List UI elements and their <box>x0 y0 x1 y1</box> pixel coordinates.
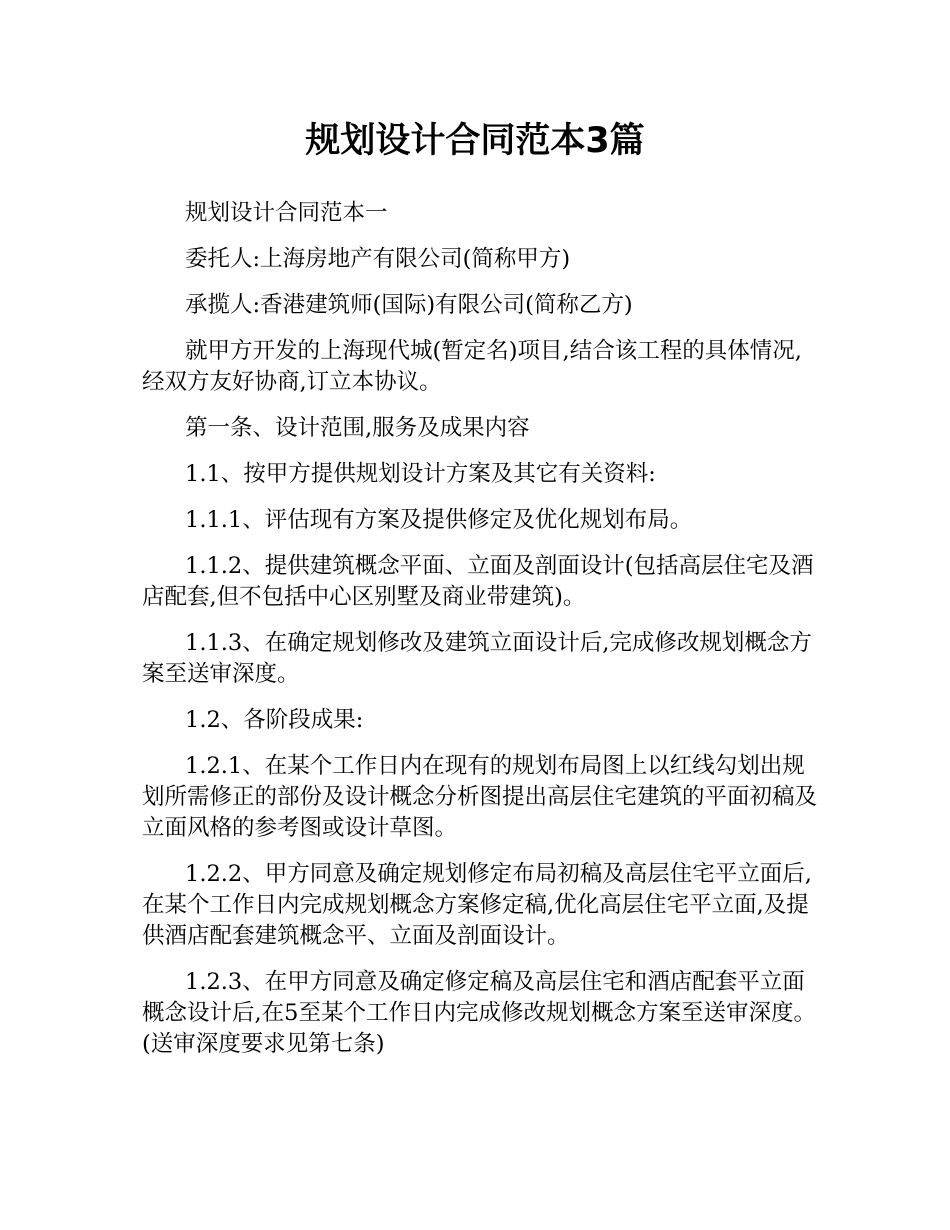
paragraph-client: 委托人:上海房地产有限公司(简称甲方) <box>185 246 571 272</box>
document-body <box>142 198 817 1075</box>
paragraph-clause-1-2: 1.2、各阶段成果: <box>185 707 364 733</box>
paragraph-clause-1-1-2: 1.1.2、提供建筑概念平面、立面及剖面设计(包括高层住宅及酒店配套,但不包括中心区别墅及商业带建筑)。 <box>142 553 814 610</box>
paragraph-clause-1-2-1: 1.2.1、在某个工作日内在现有的规划布局图上以红线勾划出规划所需修正的部份及设计概念分析图提出高层住宅建筑的平面初稿及立面风格的参考图或设计草图。 <box>142 753 818 841</box>
paragraph-clause-1-2-2: 1.2.2、甲方同意及确定规划修定布局初稿及高层住宅平立面后,在某个工作日内完成规划概念方案修定稿,优化高层住宅平立面,及提供酒店配套建筑概念平、立面及剖面设计。 <box>142 861 812 949</box>
paragraph-preamble: 就甲方开发的上海现代城(暂定名)项目,结合该工程的具体情况,经双方友好协商,订立本协议。 <box>142 338 802 395</box>
paragraph-contractor: 承揽人:香港建筑师(国际)有限公司(简称乙方) <box>185 292 633 318</box>
document-title: 规划设计合同范本3篇 <box>305 121 645 161</box>
paragraph-clause-1-1-3: 1.1.3、在确定规划修改及建筑立面设计后,完成修改规划概念方案至送审深度。 <box>142 630 812 687</box>
paragraph-article-1: 第一条、设计范围,服务及成果内容 <box>185 415 530 441</box>
paragraph-contract-heading: 规划设计合同范本一 <box>185 200 388 226</box>
paragraph-clause-1-1-1: 1.1.1、评估现有方案及提供修定及优化规划布局。 <box>185 507 693 533</box>
paragraph-clause-1-2-3: 1.2.3、在甲方同意及确定修定稿及高层住宅和酒店配套平立面概念设计后,在5至某个工作日内完成修改规划概念方案至送审深度。(送审深度要求见第七条) <box>142 969 816 1057</box>
paragraph-clause-1-1: 1.1、按甲方提供规划设计方案及其它有关资料: <box>185 461 656 487</box>
